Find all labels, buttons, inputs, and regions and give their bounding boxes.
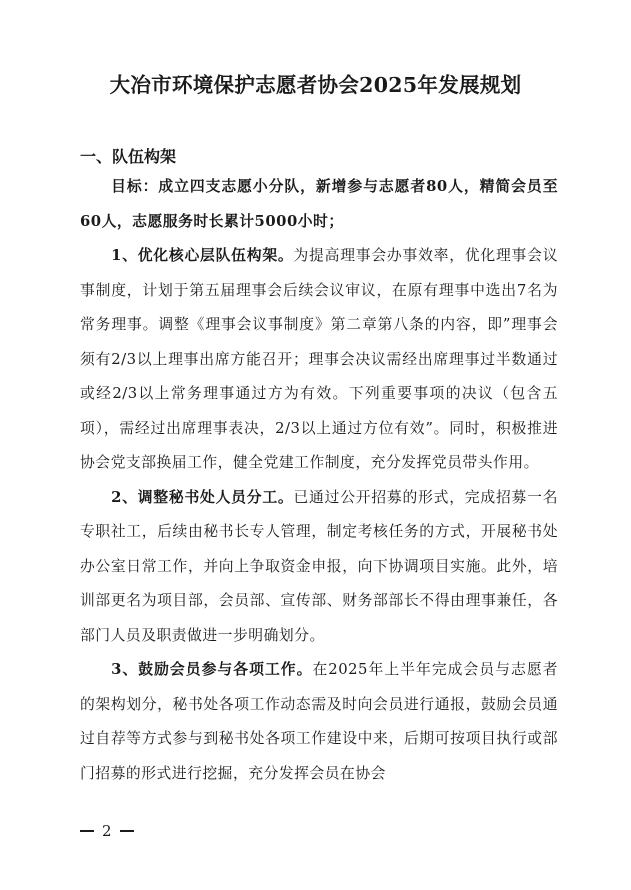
- item-1-body: 为提高理事会办事效率，优化理事会议事制度，计划于第五届理事会后续会议审议，在原有理事中选出7名为常务理事。调整《理事会议事制度》第二章第八条的内容，即”理事会须有2/3以上理事出席方能召开；理事会决议需经出席理事过半数通过或经2/3以上常务理事通过方为有效。下列重要事项的决议（包含五项），需经过出席理事表决，2/3以上通过方位有效”。同时，积极推进协会党支部换届工作，健全党建工作制度，充分发挥党员带头作用。: [80, 247, 558, 471]
- section-heading: 一、队伍构架: [80, 147, 177, 166]
- document-body: [80, 170, 558, 791]
- item-2-heading: 2、调整秘书处人员分工。: [111, 488, 294, 506]
- item-3-heading: 3、鼓励会员参与各项工作。: [111, 661, 313, 678]
- item-3-body: 在2025年上半年完成会员与志愿者的架构划分，秘书处各项工作动态需及时向会员进行通报，鼓励会员通过自荐等方式参与到秘书处各项工作建设中来，后期可按项目执行或部门招募的形式进行挖掘，充分发挥会员在协会: [80, 661, 558, 782]
- item-2-body: 已通过公开招募的形式，完成招募一名专职社工，后续由秘书长专人管理，制定考核任务的方式，开展秘书处办公室日常工作，并向上争取资金申报，向下协调项目实施。此外，培训部更名为项目部，会员部、宣传部、财务部部长不得由理事兼任，各部门人员及职责做进一步明确划分。: [80, 488, 558, 644]
- page-footer: [80, 822, 134, 840]
- footer-dash-left: [80, 830, 94, 832]
- item-1-paragraph: [80, 239, 558, 481]
- page-number: 2: [102, 822, 112, 840]
- footer-dash-right: [120, 830, 134, 832]
- document-title: 大冶市环境保护志愿者协会2025年发展规划: [109, 73, 522, 97]
- goal-paragraph: 目标：成立四支志愿小分队，新增参与志愿者80人，精简会员至60人，志愿服务时长累计5000小时；: [80, 178, 558, 230]
- item-2-paragraph: [80, 481, 558, 654]
- item-3-paragraph: [80, 653, 558, 791]
- item-1-heading: 1、优化核心层队伍构架。: [111, 247, 294, 264]
